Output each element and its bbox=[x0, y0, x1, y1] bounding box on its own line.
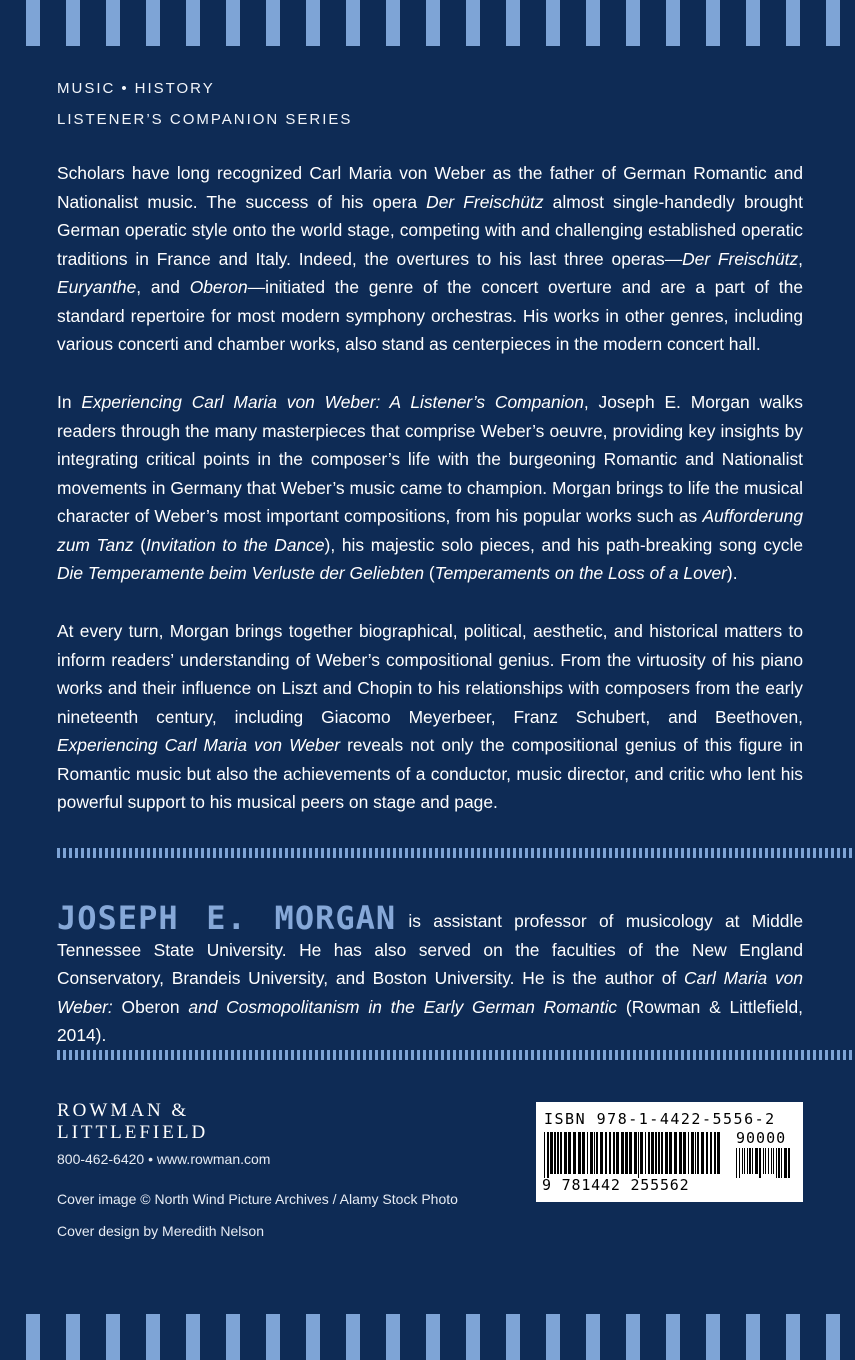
cover-image-credit: Cover image © North Wind Picture Archives / Alamy Stock Photo bbox=[57, 1191, 458, 1207]
barcode-bar bbox=[742, 1148, 743, 1174]
barcode-bar bbox=[669, 1132, 672, 1174]
barcode-bar bbox=[755, 1148, 758, 1174]
description-paragraph-2: In Experiencing Carl Maria von Weber: A Listener’s Companion, Joseph E. Morgan walks readers through the many masterpieces that comprise Weber’s oeuvre, providing key insights by integrating critical points in the composer’s life with the burgeoning Romantic and Nationalist movements in Germany that Weber’s music came to champion. Morgan brings to life the musical character of Weber’s most important compositions, from his popular works such as Aufforderung zum Tanz (Invitation to the Dance), his majestic solo pieces, and his path-breaking song cycle Die Temperamente beim Verluste der Geliebten (Temperaments on the Loss of a Lover). bbox=[57, 392, 803, 583]
barcode-bar bbox=[674, 1132, 677, 1174]
barcode-bar bbox=[691, 1132, 694, 1174]
barcode-bar bbox=[582, 1132, 585, 1174]
barcode-bar bbox=[638, 1132, 639, 1178]
author-name: JOSEPH E. MORGAN bbox=[57, 899, 397, 937]
barcode-bar bbox=[651, 1132, 654, 1174]
barcode-bar bbox=[554, 1132, 556, 1174]
series-subject: MUSIC • HISTORY bbox=[57, 80, 215, 97]
barcode-bar bbox=[788, 1148, 790, 1178]
barcode-bar bbox=[710, 1132, 712, 1174]
barcode-bar bbox=[547, 1132, 549, 1178]
barcode-bar bbox=[781, 1148, 782, 1178]
barcode-bar bbox=[759, 1148, 761, 1178]
barcode-digits: 9 781442 255562 bbox=[542, 1176, 690, 1194]
author-bio: JOSEPH E. MORGAN is assistant professor of musicology at Middle Tennessee State University. He has also served on the faculties of the New England Conservatory, Brandeis University, and Boston University. He is the author of Carl Maria von Weber: Oberon and Cosmopolitanism in the Early German Romantic (Rowman & Littlefield, 2014). bbox=[57, 899, 804, 1045]
publisher-contact: 800-462-6420 • www.rowman.com bbox=[57, 1151, 271, 1167]
isbn-barcode bbox=[536, 1102, 803, 1202]
barcode-bar bbox=[714, 1132, 716, 1174]
barcode-bar bbox=[749, 1148, 751, 1174]
barcode-bar bbox=[544, 1132, 545, 1178]
barcode-bar bbox=[634, 1132, 637, 1174]
barcode-bar bbox=[744, 1148, 745, 1174]
barcode-bar bbox=[776, 1148, 777, 1178]
isbn-label: ISBN 978-1-4422-5556-2 bbox=[544, 1110, 776, 1128]
barcode-bar bbox=[600, 1132, 603, 1174]
barcode-bar bbox=[560, 1132, 562, 1174]
barcode-bar bbox=[736, 1148, 737, 1178]
barcode-bar bbox=[771, 1148, 772, 1174]
barcode-bar bbox=[679, 1132, 682, 1174]
barcode-bar bbox=[621, 1132, 624, 1174]
barcode-bar bbox=[550, 1132, 553, 1174]
barcode-bar bbox=[587, 1132, 588, 1174]
barcode-bar bbox=[706, 1132, 708, 1174]
barcode-bar bbox=[613, 1132, 615, 1174]
barcode-bar bbox=[578, 1132, 581, 1174]
barcode-bar bbox=[609, 1132, 611, 1174]
addon-barcode-bars bbox=[736, 1148, 792, 1178]
barcode-bar bbox=[568, 1132, 571, 1174]
dotted-divider-2 bbox=[57, 1050, 855, 1060]
barcode-bar bbox=[765, 1148, 766, 1174]
barcode-bar bbox=[697, 1132, 699, 1174]
barcode-bar bbox=[605, 1132, 607, 1174]
barcode-bar bbox=[763, 1148, 764, 1174]
barcode-bar bbox=[594, 1132, 595, 1174]
top-stripe-band bbox=[0, 0, 855, 46]
series-name: LISTENER’S COMPANION SERIES bbox=[57, 111, 353, 128]
price-code: 90000 bbox=[736, 1129, 787, 1147]
barcode-bar bbox=[778, 1148, 780, 1178]
barcode-bar bbox=[596, 1132, 598, 1174]
barcode-bar bbox=[564, 1132, 567, 1174]
publisher-logo: ROWMAN & LITTLEFIELD bbox=[57, 1100, 209, 1143]
barcode-bar bbox=[768, 1148, 769, 1174]
barcode-bar bbox=[616, 1132, 619, 1174]
barcode-bar bbox=[752, 1148, 753, 1174]
barcode-bar bbox=[701, 1132, 704, 1174]
dotted-divider-1 bbox=[57, 848, 855, 858]
description-paragraph-3: At every turn, Morgan brings together biographical, political, aesthetic, and historical matters to inform readers’ understanding of Weber’s compositional genius. From the virtuosity of his piano works and their influence on Liszt and Chopin to his relationships with composers from the early nineteenth century, including Giacomo Meyerbeer, Franz Schubert, and Beethoven, Experiencing Carl Maria von Weber reveals not only the compositional genius of this figure in Romantic music but also the achievements of a conductor, music director, and critic who lent his powerful support to his musical peers on stage and page. bbox=[57, 621, 804, 812]
barcode-bar bbox=[573, 1132, 576, 1174]
barcode-bar bbox=[747, 1148, 748, 1174]
barcode-bar bbox=[658, 1132, 660, 1174]
barcode-bar bbox=[695, 1132, 696, 1174]
barcode-bar bbox=[645, 1132, 646, 1174]
description-paragraph-1: Scholars have long recognized Carl Maria von Weber as the father of German Romantic and Nationalist music. The success of his opera Der Freischütz almost single-handedly brought German operatic style onto the world stage, competing with and challenging established operatic traditions in France and Italy. Indeed, the overtures to his last three operas—Der Freischütz, Euryanthe, and Oberon—initiated the genre of the concert overture and are a part of the standard repertoire for most modern symphony orchestras. His works in other genres, including various concerti and chamber works, also stand as centerpieces in the modern concert hall. bbox=[57, 163, 803, 354]
barcode-bar bbox=[590, 1132, 593, 1174]
barcode-bar bbox=[773, 1148, 774, 1174]
barcode-bar bbox=[717, 1132, 720, 1174]
barcode-bar bbox=[688, 1132, 689, 1174]
barcode-bar bbox=[648, 1132, 650, 1174]
ean-barcode-bars bbox=[544, 1132, 724, 1178]
barcode-bar bbox=[784, 1148, 787, 1178]
barcode-bar bbox=[661, 1132, 663, 1174]
bottom-stripe-band bbox=[0, 1314, 855, 1360]
barcode-bar bbox=[557, 1132, 559, 1174]
barcode-bar bbox=[655, 1132, 657, 1174]
barcode-bar bbox=[739, 1148, 740, 1178]
barcode-bar bbox=[640, 1132, 643, 1174]
cover-design-credit: Cover design by Meredith Nelson bbox=[57, 1223, 264, 1239]
barcode-bar bbox=[625, 1132, 628, 1174]
barcode-bar bbox=[629, 1132, 632, 1174]
barcode-bar bbox=[665, 1132, 668, 1174]
barcode-bar bbox=[683, 1132, 686, 1174]
